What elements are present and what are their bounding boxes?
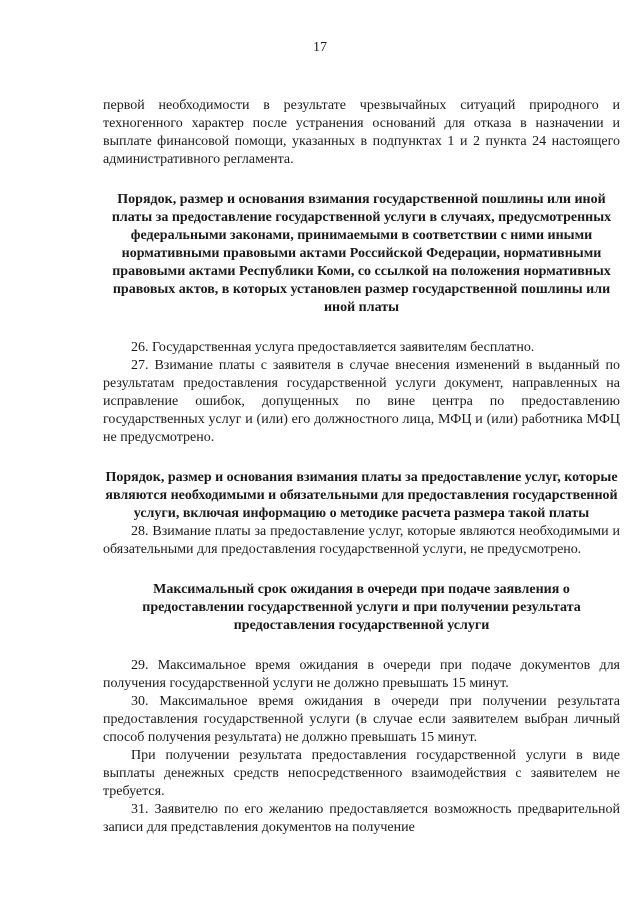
paragraph: первой необходимости в результате чрезвычайных ситуаций природного и техногенного характер после устранения оснований для отказа в назначении и выплате финансовой помощи, указанных в подпунктах 1 и 2 пункта 24 настоящего административного регламента. [103,98,620,167]
document-body [103,97,620,837]
paragraph: 31. Заявителю по его желанию предоставляется возможность предварительной записи для представления документов на получение [103,802,620,835]
section-heading: Порядок, размер и основания взимания платы за предоставление услуг, которые являются необходимыми и обязательными для предоставления государственной услуги, включая информацию о методике расчета размера такой платы [105,470,618,521]
section-heading: Порядок, размер и основания взимания государственной пошлины или иной платы за предоставление государственной услуги в случаях, предусмотренных федеральными законами, принимаемыми в соответствии с ними иными нормативными правовыми актами Российской Федерации, нормативными правовыми актами Республики Коми, со ссылкой на положения нормативных правовых актов, в которых установлен размер государственной пошлины или иной платы [111,192,612,315]
section-spacer [103,169,620,191]
paragraph: 29. Максимальное время ожидания в очереди при подаче документов для получения государственной услуги не должно превышать 15 минут. [103,658,620,691]
paragraph: При получении результата предоставления государственной услуги в виде выплаты денежных средств непосредственного взаимодействия с заявителем не требуется. [103,748,620,799]
paragraph: 30. Максимальное время ожидания в очереди при получении результата предоставления государственной услуги (в случае если заявителем выбран личный способ получения результата) не должно превышать 15 минут. [103,694,620,745]
page-number: 17 [313,40,327,55]
section-spacer [103,635,620,657]
section-spacer [103,317,620,339]
paragraph: 26. Государственная услуга предоставляется заявителям бесплатно. [131,340,535,355]
section-heading: Максимальный срок ожидания в очереди при подаче заявления о предоставлении государственной услуги и при получении результата предоставления государственной услуги [142,582,581,633]
paragraph: 27. Взимание платы с заявителя в случае внесения изменений в выданный по результатам предоставления государственной услуги документ, направленных на исправление ошибок, допущенных по вине центра по предоставлению государственных услуг и (или) его должностного лица, МФЦ и (или) работника МФЦ не предусмотрено. [103,358,620,445]
paragraph: 28. Взимание платы за предоставление услуг, которые являются необходимыми и обязательными для предоставления государственной услуги, не предусмотрено. [103,524,620,557]
section-spacer [103,447,620,469]
section-spacer [103,559,620,581]
